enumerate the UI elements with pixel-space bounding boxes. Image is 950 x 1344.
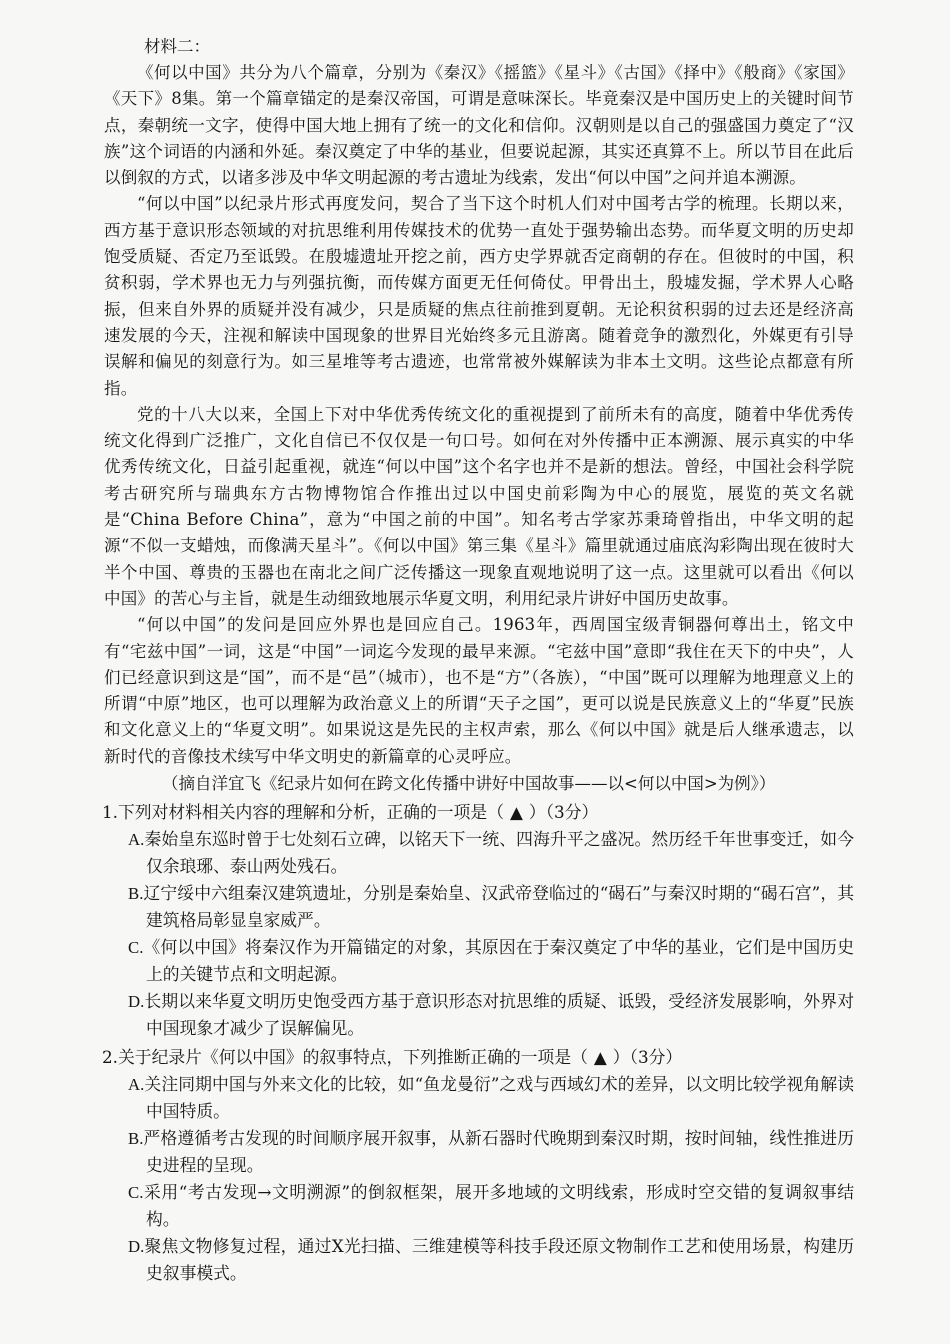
- option-b: B.严格遵循考古发现的时间顺序展开叙事，从新石器时代晚期到秦汉时期，按时间轴，线性推进历史进程的呈现。: [128, 1128, 854, 1176]
- paragraph-1: 《何以中国》共分为八个篇章，分别为《秦汉》《摇篮》《星斗》《古国》《择中》《般商》《家国》《天下》8集。第一个篇章锚定的是秦汉帝国，可谓是意味深长。毕竟秦汉是中国历史上的关键时间节点，秦朝统一文字，使得中国大地上拥有了统一的文化和信仰。汉朝则是以自己的强盛国力奠定了“汉族”这个词语的内涵和外延。秦汉奠定了中华的基业，但要说起源，其实还真算不上。所以节目在此后以倒叙的方式，以诸多涉及中华文明起源的考古遗址为线索，发出“何以中国”之问并追本溯源。: [104, 63, 854, 188]
- paragraph-2: “何以中国”以纪录片形式再度发问，契合了当下这个时机人们对中国考古学的梳理。长期以来，西方基于意识形态领域的对抗思维利用传媒技术的优势一直处于强势输出态势。而华夏文明的历史却饱受质疑、否定乃至诋毁。在殷墟遗址开挖之前，西方史学界就否定商朝的存在。但彼时的中国，积贫积弱，学术界也无力与列强抗衡，而传媒方面更无任何倚仗。甲骨出土，殷墟发掘，学术界人心略振，但来自外界的质疑并没有减少，只是质疑的焦点往前推到夏朝。无论积贫积弱的过去还是经济高速发展的今天，注视和解读中国现象的世界目光始终多元且游离。随着竞争的激烈化，外媒更有引导误解和偏见的刻意行为。如三星堆等考古遗迹，也常常被外媒解读为非本土文明。这些论点都意有所指。: [104, 194, 854, 398]
- material-title: 材料二：: [144, 37, 210, 56]
- question-1: [104, 799, 854, 1042]
- paragraph-4: “何以中国”的发问是回应外界也是回应自己。1963年，西周国宝级青铜器何尊出土，铭文中有“宅兹中国”一词，这是“中国”一词迄今发现的最早来源。“宅兹中国”意即“我住在天下的中央”，人们已经意识到这是“国”，而不是“邑”（城市），也不是“方”（各族），“中国”既可以理解为地理意义上的所谓“中原”地区，也可以理解为政治意义上的所谓“天子之国”，更可以说是民族意义上的“华夏”民族和文化意义上的“华夏文明”。如果说这是先民的主权声索，那么《何以中国》就是后人继承遗志，以新时代的音像技术续写中华文明史的新篇章的心灵呼应。: [104, 615, 854, 766]
- option-c: C.《何以中国》将秦汉作为开篇锚定的对象，其原因在于秦汉奠定了中华的基业，它们是中国历史上的关键节点和文明起源。: [128, 937, 854, 985]
- question-2: [104, 1044, 854, 1287]
- paragraph-3: 党的十八大以来，全国上下对中华优秀传统文化的重视提到了前所未有的高度，随着中华优秀传统文化得到广泛推广，文化自信已不仅仅是一句口号。如何在对外传播中正本溯源、展示真实的中华优秀传统文化，日益引起重视，就连“何以中国”这个名字也并不是新的想法。曾经，中国社会科学院考古研究所与瑞典东方古物博物馆合作推出过以中国史前彩陶为中心的展览，展览的英文名就是“China Before China”，意为“中国之前的中国”。知名考古学家苏秉琦曾指出，中华文明的起源“不似一支蜡烛，而像满天星斗”。《何以中国》第三集《星斗》篇里就通过庙底沟彩陶出现在彼时大半个中国、尊贵的玉器也在南北之间广泛传播这一现象直观地说明了这一点。这里就可以看出《何以中国》的苦心与主旨，就是生动细致地展示华夏文明，利用纪录片讲好中国历史故事。: [104, 404, 854, 608]
- option-a: A.关注同期中国与外来文化的比较，如“鱼龙曼衍”之戏与西域幻术的差异，以文明比较学视角解读中国特质。: [128, 1074, 854, 1122]
- option-d: D.聚焦文物修复过程，通过X光扫描、三维建模等科技手段还原文物制作工艺和使用场景，构建历史叙事模式。: [128, 1236, 854, 1284]
- option-d: D.长期以来华夏文明历史饱受西方基于意识形态对抗思维的质疑、诋毁，受经济发展影响，外界对中国现象才减少了误解偏见。: [128, 991, 854, 1039]
- answer-placeholder-icon: ▲: [593, 1047, 607, 1068]
- option-a: A.秦始皇东巡时曾于七处刻石立碑，以铭天下一统、四海升平之盛况。然历经千年世事变迁，如今仅余琅琊、泰山两处残石。: [128, 829, 854, 877]
- stem-text: 2.关于纪录片《何以中国》的叙事特点，下列推断正确的一项是（: [102, 1047, 588, 1068]
- stem-points: ）（3分）: [528, 802, 599, 823]
- question-stem: [102, 799, 854, 826]
- question-stem: [102, 1044, 854, 1071]
- option-c: C.采用“考古发现→文明溯源”的倒叙框架，展开多地域的文明线索，形成时空交错的复调叙事结构。: [128, 1182, 854, 1230]
- citation: （摘自洋宜飞《纪录片如何在跨文化传播中讲好中国故事——以<何以中国>为例》）: [162, 774, 776, 794]
- stem-points: ）（3分）: [612, 1047, 683, 1068]
- answer-placeholder-icon: ▲: [509, 802, 523, 823]
- stem-text: 1.下列对材料相关内容的理解和分析，正确的一项是（: [102, 802, 504, 823]
- option-b: B.辽宁绥中六组秦汉建筑遗址，分别是秦始皇、汉武帝登临过的“碣石”与秦汉时期的“碣石宫”，其建筑格局彰显皇家威严。: [128, 883, 854, 931]
